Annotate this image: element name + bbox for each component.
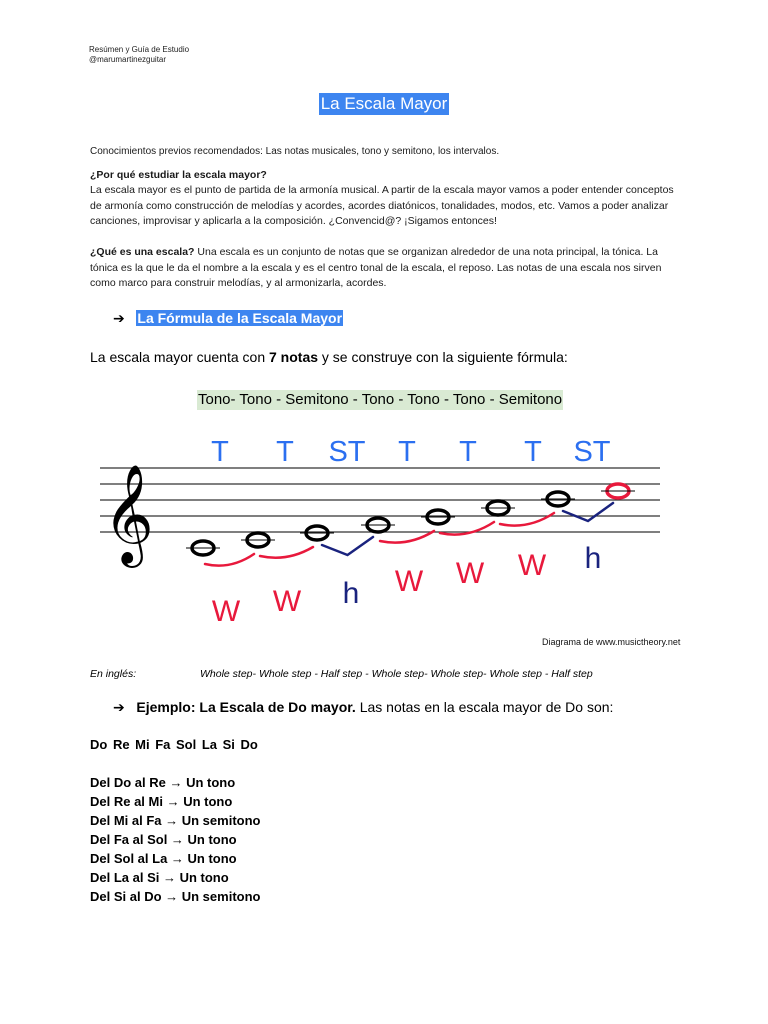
header-subtitle: Resúmen y Guía de Estudio	[89, 45, 190, 54]
section-heading	[113, 309, 343, 329]
step-item: Del La al Si → Un tono	[90, 870, 229, 885]
top-step-label: T	[398, 436, 416, 468]
diagram-credit: Diagrama de www.musictheory.net	[542, 637, 681, 647]
whole-note	[186, 541, 220, 555]
whole-note	[541, 492, 575, 506]
whole-step-arc	[205, 554, 254, 566]
intro-text-start: La escala mayor cuenta con	[90, 349, 269, 365]
treble-clef-icon: 𝄞	[103, 464, 154, 564]
step-item: Del Re al Mi → Un tono	[90, 794, 233, 809]
intro-line	[90, 348, 568, 367]
intro-bold: 7 notas	[269, 349, 319, 365]
top-step-label: T	[524, 436, 542, 468]
step-item: Del Sol al La → Un tono	[90, 851, 237, 866]
bottom-step-label: W	[394, 565, 424, 598]
what-paragraph	[90, 245, 680, 292]
top-step-label: ST	[573, 436, 611, 468]
whole-note	[241, 533, 275, 547]
notes	[186, 484, 635, 555]
title-wrapper	[0, 93, 768, 115]
half-step-arc	[563, 503, 613, 521]
why-question: ¿Por qué estudiar la escala mayor?	[90, 169, 267, 181]
whole-step-arc	[500, 513, 554, 526]
example-text: Las notas en la escala mayor de Do son:	[355, 699, 614, 715]
whole-note	[361, 518, 395, 532]
step-item: Del Do al Re → Un tono	[90, 775, 236, 790]
whole-step-arc	[260, 547, 313, 558]
whole-step-arc	[440, 522, 494, 535]
bottom-step-label: W	[455, 557, 485, 590]
arrow-icon: ➔	[113, 311, 125, 327]
top-step-label: T	[211, 436, 229, 468]
english-steps: Whole step- Whole step - Half step - Whole step- Whole step- Whole step - Half step	[200, 668, 593, 680]
intro-text-end: y se construye con la siguiente fórmula:	[318, 349, 568, 365]
bottom-step-label: h	[342, 577, 360, 610]
bottom-step-label: W	[272, 585, 302, 618]
note-names: Do Re Mi Fa Sol La Si Do	[90, 737, 258, 752]
top-step-label: ST	[328, 436, 366, 468]
formula-banner: Tono- Tono - Semitono - Tono - Tono - Tono - Semitono	[198, 391, 563, 408]
english-label: En inglés:	[90, 668, 137, 680]
whole-note	[421, 510, 455, 524]
arrow-icon: ➔	[113, 700, 125, 716]
bottom-step-label: W	[211, 595, 241, 628]
page-title: La Escala Mayor	[320, 94, 448, 113]
whole-note	[601, 484, 635, 498]
step-item: Del Mi al Fa → Un semitono	[90, 813, 261, 828]
example-line	[113, 698, 613, 718]
step-item: Del Si al Do → Un semitono	[90, 889, 261, 904]
staff-lines	[100, 468, 660, 532]
bottom-step-label: W	[517, 549, 547, 582]
whole-note	[300, 526, 334, 540]
prerequisites: Conocimientos previos recomendados: Las notas musicales, tono y semitono, los intervalos.	[90, 146, 500, 157]
page-header	[89, 45, 189, 65]
step-item: Del Fa al Sol → Un tono	[90, 832, 237, 847]
bottom-labels	[212, 542, 602, 628]
top-step-label: T	[276, 436, 294, 468]
top-step-label: T	[459, 436, 477, 468]
example-heading: Ejemplo: La Escala de Do mayor.	[136, 699, 356, 715]
why-answer: La escala mayor es el punto de partida de la armonía musical. A partir de la escala mayor vamos a poder entender conceptos de armonía como construcción de melodías y acordes, acordes diatónicos, tonalidades, modos, etc. Vamos a poder analizar canciones, improvisar y aplicarla a la composición. ¿Convencid@? ¡Sigamos entonces!	[90, 184, 674, 227]
header-handle: @marumartinezguitar	[89, 55, 167, 64]
half-step-arc	[322, 537, 373, 555]
section-heading-text: La Fórmula de la Escala Mayor	[137, 310, 343, 326]
what-answer: Una escala es un conjunto de notas que se organizan alrededor de una nota principal, la tónica. La tónica es la que le da el nombre a la escala y es el centro tonal de la escala, el reposo. Las notas de una escala nos sirven como marco para construir melodías, y al armonizarla, acordes.	[90, 246, 662, 289]
major-scale-diagram	[95, 378, 665, 650]
whole-note	[481, 501, 515, 515]
step-list	[90, 773, 260, 906]
top-labels	[211, 436, 611, 468]
what-question: ¿Qué es una escala?	[90, 246, 195, 258]
whole-step-arc	[380, 531, 434, 543]
bottom-step-label: h	[584, 542, 602, 575]
